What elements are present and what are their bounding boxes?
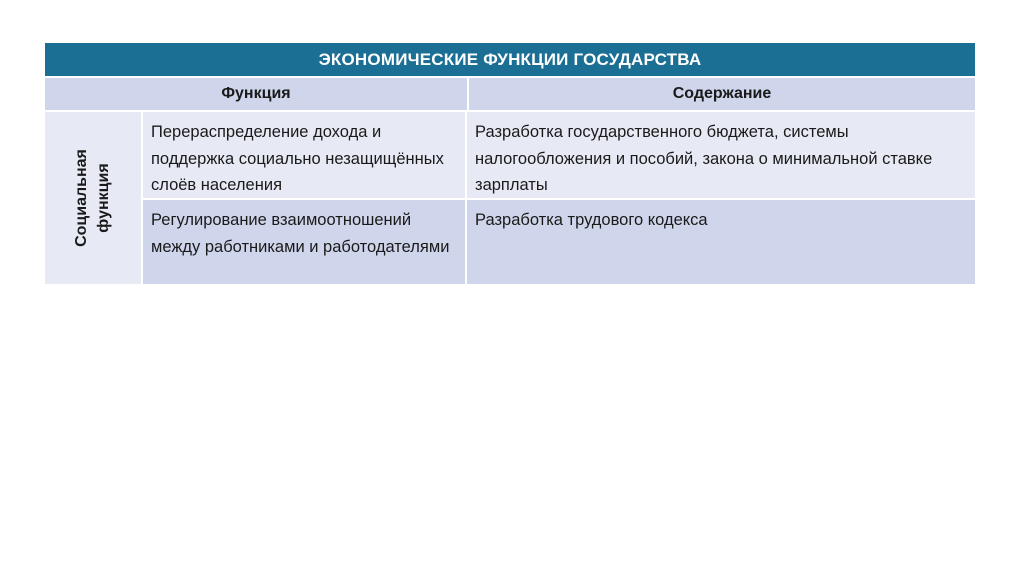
table-header-row xyxy=(45,76,975,110)
table-rows xyxy=(143,112,975,284)
row-content-cell: Разработка государственного бюджета, системы налогообложения и пособий, закона о минимальной ставке зарплаты xyxy=(475,123,933,194)
group-cell xyxy=(45,112,143,284)
header-function: Функция xyxy=(45,78,469,110)
economic-functions-table xyxy=(45,43,975,284)
row-function-cell: Перераспределение дохода и поддержка социально незащищённых слоёв населения xyxy=(143,112,467,198)
row-function-cell: Регулирование взаимоотношений между работниками и работодателями xyxy=(143,200,467,284)
row-content-cell: Разработка трудового кодекса xyxy=(475,211,708,229)
table-title: ЭКОНОМИЧЕСКИЕ ФУНКЦИИ ГОСУДАРСТВА xyxy=(45,43,975,76)
table-row xyxy=(143,198,975,284)
header-content: Содержание xyxy=(672,85,772,102)
table-row xyxy=(143,112,975,198)
table-body xyxy=(45,110,975,284)
group-label: Социальная функция xyxy=(73,149,112,247)
